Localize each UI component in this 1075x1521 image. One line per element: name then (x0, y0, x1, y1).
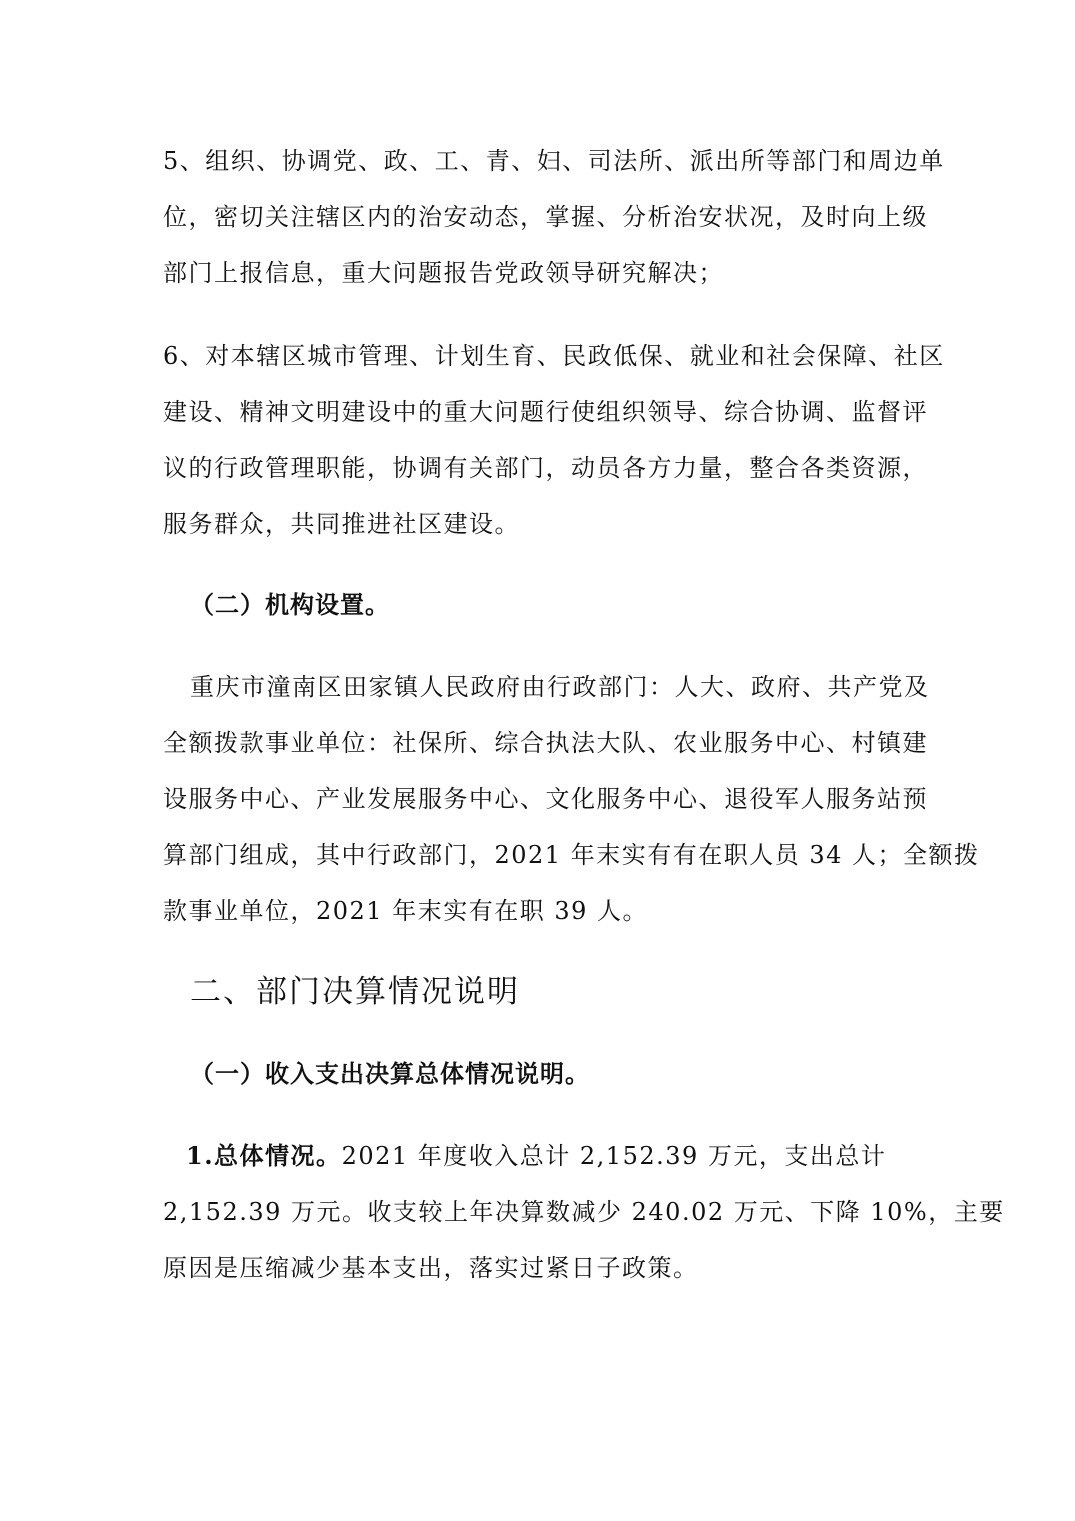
overall-label: 1.总体情况。 (186, 1141, 342, 1170)
overall-line-1-text: 2021 年度收入总计 2,152.39 万元，支出总计 (341, 1142, 887, 1170)
item6-line-2: 建设、精神文明建设中的重大问题行使组织领导、综合协调、监督评 (163, 398, 928, 426)
org-line-1: 重庆市潼南区田家镇人民政府由行政部门：人大、政府、共产党及 (190, 673, 930, 701)
item5-line-1: 5、组织、协调党、政、工、青、妇、司法所、派出所等部门和周边单 (163, 147, 945, 175)
org-line-4: 算部门组成，其中行政部门，2021 年末实有有在职人员 34 人；全额拨 (163, 841, 980, 869)
section-heading: 二、部门决算情况说明 (190, 974, 520, 1010)
item6-line-1: 6、对本辖区城市管理、计划生育、民政低保、就业和社会保障、社区 (163, 342, 945, 370)
org-line-2: 全额拨款事业单位：社保所、综合执法大队、农业服务中心、村镇建 (163, 729, 928, 757)
item5-line-2: 位，密切关注辖区内的治安动态，掌握、分析治安状况，及时向上级 (163, 203, 928, 231)
item6-line-4: 服务群众，共同推进社区建设。 (163, 510, 520, 538)
overall-line-2: 2,152.39 万元。收支较上年决算数减少 240.02 万元、下降 10%，主要 (163, 1198, 1005, 1226)
item5-line-3: 部门上报信息，重大问题报告党政领导研究解决； (163, 259, 724, 287)
item6-line-3: 议的行政管理职能，协调有关部门，动员各方力量，整合各类资源， (163, 454, 928, 482)
org-heading: （二）机构设置。 (190, 590, 390, 619)
overall-line-3: 原因是压缩减少基本支出，落实过紧日子政策。 (163, 1254, 699, 1282)
overall-line-1 (186, 1140, 886, 1172)
org-line-5: 款事业单位，2021 年末实有在职 39 人。 (163, 897, 649, 925)
sub-heading: （一）收入支出决算总体情况说明。 (190, 1059, 590, 1088)
org-line-3: 设服务中心、产业发展服务中心、文化服务中心、退役军人服务站预 (163, 785, 928, 813)
